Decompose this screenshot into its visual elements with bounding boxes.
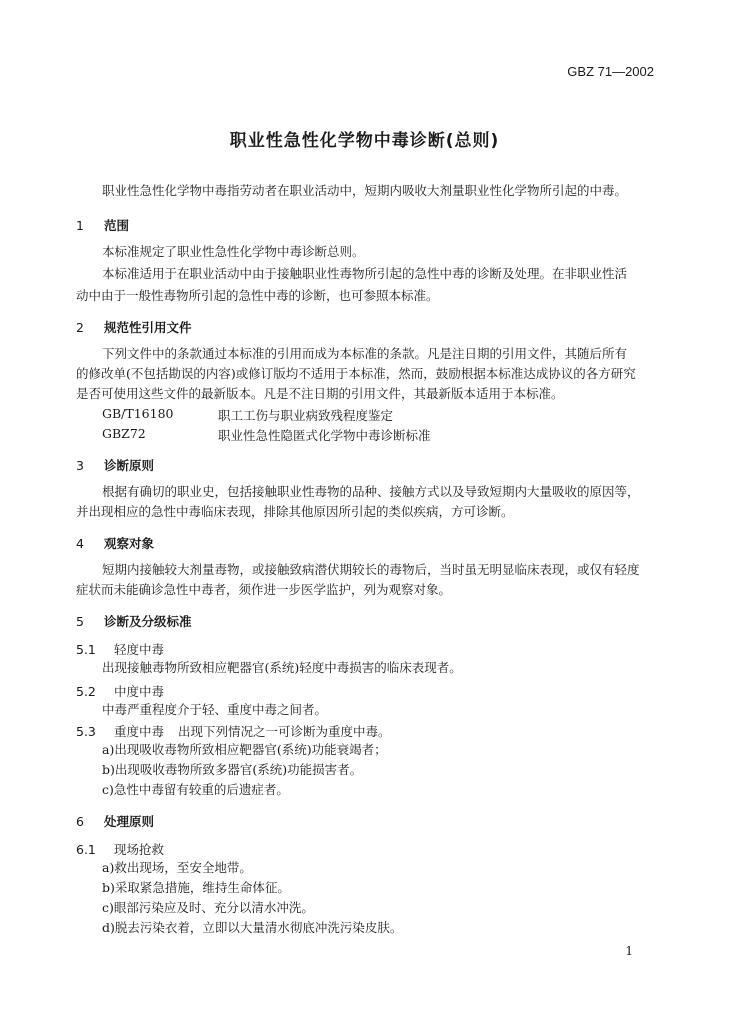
s4-line-2: 症状而未能确诊急性中毒者，须作进一步医学监护，列为观察对象。 [76,582,452,597]
section-2-heading [76,318,192,336]
subsection-5-2-heading [76,682,164,700]
list-item: b)出现吸收毒物所致多器官(系统)功能损害者。 [102,762,363,777]
section-title: 诊断原则 [104,458,155,473]
section-title: 观察对象 [104,536,155,551]
section-6-heading [76,812,154,830]
section-4-heading [76,534,154,552]
section-number: 2 [76,320,84,335]
page-number: 1 [625,944,633,958]
reference-code: GBZ72 [102,426,146,441]
section-number: 1 [76,218,84,233]
standard-code: GBZ 71—2002 [567,64,654,79]
section-number: 6 [76,814,84,829]
list-item: b)采取紧急措施，维持生命体征。 [102,880,290,895]
s2-line-3: 是否可使用这些文件的最新版本。凡是不注日期的引用文件，其最新版本适用于本标准。 [76,386,564,401]
page-title: 职业性急性化学物中毒诊断(总则) [229,131,500,151]
subsection-5-1-heading [76,640,164,658]
subsection-number: 5.1 [76,642,96,657]
s1-paragraph-1: 本标准规定了职业性急性化学物中毒诊断总则。 [102,244,365,259]
subsection-title: 重度中毒 [114,724,165,739]
section-title: 处理原则 [104,814,155,829]
reference-title: 职业性急性隐匿式化学物中毒诊断标准 [218,428,431,443]
section-number: 4 [76,536,84,551]
list-item: a)出现吸收毒物所致相应靶器官(系统)功能衰竭者； [102,742,387,757]
subsection-title: 现场抢救 [114,842,165,857]
s2-line-2: 的修改单(不包括勘误的内容)或修订版均不适用于本标准，然而，鼓励根据本标准达成协议的各方研究 [76,366,636,381]
subsection-number: 5.2 [76,684,96,699]
section-number: 3 [76,458,84,473]
subsection-5-3-heading [76,722,391,740]
reference-title: 职工工伤与职业病致残程度鉴定 [218,408,394,423]
intro-paragraph: 职业性急性化学物中毒指劳动者在职业活动中，短期内吸收大剂量职业性化学物所引起的中毒。 [102,183,628,198]
reference-code: GB/T16180 [102,406,174,421]
s5-2-text: 中毒严重程度介于轻、重度中毒之间者。 [102,702,328,717]
section-title: 诊断及分级标准 [104,614,192,629]
list-item: c)眼部污染应及时、充分以清水冲洗。 [102,900,314,915]
subsection-number: 5.3 [76,724,96,739]
subsection-6-1-heading [76,840,164,858]
section-title: 范围 [104,218,130,233]
list-item: d)脱去污染衣着，立即以大量清水彻底冲洗污染皮肤。 [102,920,403,935]
section-3-heading [76,456,154,474]
section-number: 5 [76,614,84,629]
s2-line-1: 下列文件中的条款通过本标准的引用而成为本标准的条款。凡是注日期的引用文件，其随后所有 [102,346,628,361]
subsection-title: 中度中毒 [114,684,165,699]
s3-line-2: 并出现相应的急性中毒临床表现，排除其他原因所引起的类似疾病，方可诊断。 [76,504,514,519]
s3-line-1: 根据有确切的职业史，包括接触职业性毒物的品种、接触方式以及导致短期内大量吸收的原因等， [102,484,640,499]
section-1-heading [76,216,129,234]
list-item: a)救出现场，至安全地带。 [102,860,252,875]
section-title: 规范性引用文件 [104,320,192,335]
section-5-heading [76,612,192,630]
s4-line-1: 短期内接触较大剂量毒物，或接触致病潜伏期较长的毒物后，当时虽无明显临床表现，或仅有轻度 [102,562,640,577]
s5-1-text: 出现接触毒物所致相应靶器官(系统)轻度中毒损害的临床表现者。 [102,660,462,675]
subsection-number: 6.1 [76,842,96,857]
s1-paragraph-2-line-2: 动中由于一般性毒物所引起的急性中毒的诊断，也可参照本标准。 [76,288,439,303]
s1-paragraph-2-line-1: 本标准适用于在职业活动中由于接触职业性毒物所引起的急性中毒的诊断及处理。在非职业性活 [102,266,628,281]
subsection-title: 轻度中毒 [114,642,165,657]
list-item: c)急性中毒留有较重的后遗症者。 [102,782,289,797]
subsection-lead: 出现下列情况之一可诊断为重度中毒。 [178,724,391,739]
